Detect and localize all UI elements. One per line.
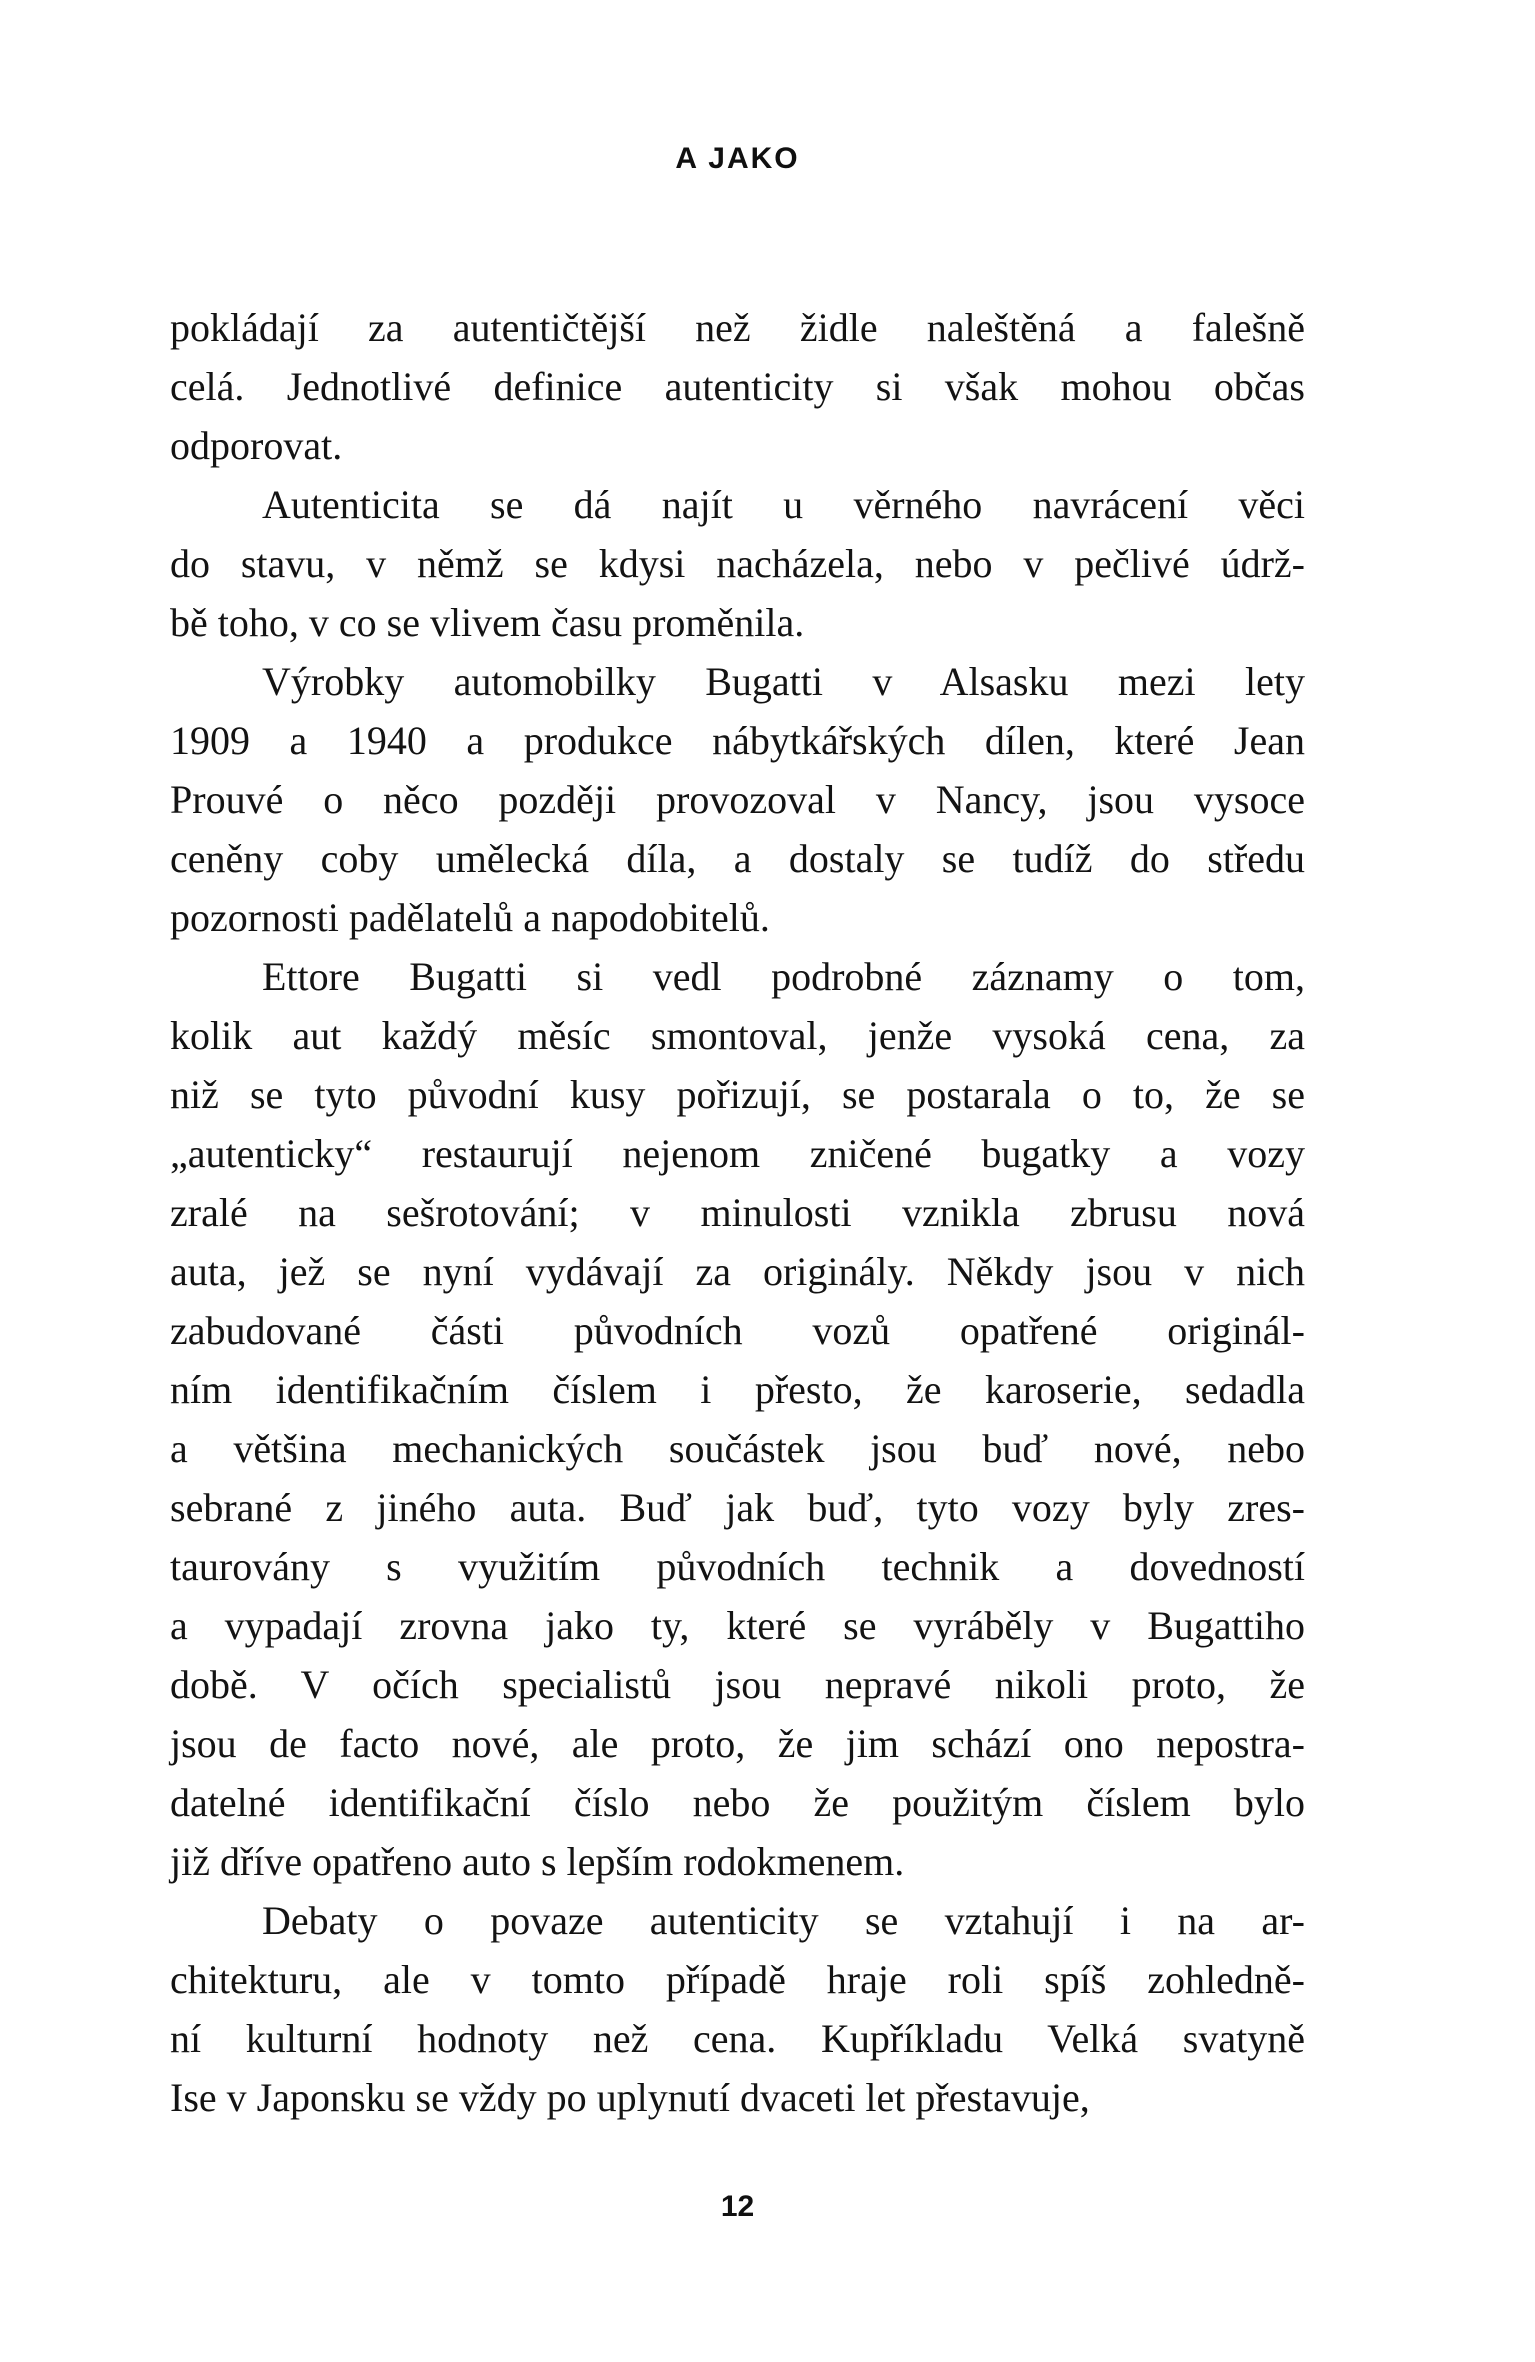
text-line: a vypadají zrovna jako ty, které se vyráběly v Bugattiho [170, 1603, 1305, 1648]
text-line: chitekturu, ale v tomto případě hraje roli spíš zohledně- [170, 1957, 1305, 2002]
text-line: pokládají za autentičtější než židle naleštěná a falešně [170, 305, 1305, 350]
paragraph [170, 298, 1305, 475]
text-line: niž se tyto původní kusy pořizují, se postarala o to, že se [170, 1072, 1305, 1117]
text-line: odporovat. [170, 423, 343, 468]
text-line: již dříve opatřeno auto s lepším rodokmenem. [170, 1839, 905, 1884]
text-line: datelné identifikační číslo nebo že použitým číslem bylo [170, 1780, 1305, 1825]
text-line: Prouvé o něco později provozoval v Nancy, jsou vysoce [170, 777, 1305, 822]
body-text [170, 298, 1305, 2127]
text-line: Debaty o povaze autenticity se vztahují i na ar- [262, 1898, 1305, 1943]
text-line: pozornosti padělatelů a napodobitelů. [170, 895, 770, 940]
text-line: do stavu, v němž se kdysi nacházela, nebo v pečlivé údrž- [170, 541, 1305, 586]
paragraph [170, 475, 1305, 652]
text-line: zralé na sešrotování; v minulosti vznikla zbrusu nová [170, 1190, 1305, 1235]
text-line: jsou de facto nové, ale proto, že jim schází ono nepostra- [170, 1721, 1305, 1766]
text-line: auta, jež se nyní vydávají za originály. Někdy jsou v nich [170, 1249, 1305, 1294]
text-line: taurovány s využitím původních technik a dovedností [170, 1544, 1305, 1589]
text-line: Ise v Japonsku se vždy po uplynutí dvaceti let přestavuje, [170, 2075, 1090, 2120]
text-line: ním identifikačním číslem i přesto, že karoserie, sedadla [170, 1367, 1305, 1412]
text-line: kolik aut každý měsíc smontoval, jenže vysoká cena, za [170, 1013, 1305, 1058]
text-line: a většina mechanických součástek jsou buď nové, nebo [170, 1426, 1305, 1471]
paragraph [170, 1891, 1305, 2127]
page-header: A JAKO [675, 142, 800, 175]
text-line: Výrobky automobilky Bugatti v Alsasku mezi lety [262, 659, 1305, 704]
text-line: sebrané z jiného auta. Buď jak buď, tyto vozy byly zres- [170, 1485, 1305, 1530]
text-line: „autenticky“ restaurují nejenom zničené bugatky a vozy [170, 1131, 1305, 1176]
page-number: 12 [720, 2190, 755, 2223]
paragraph [170, 947, 1305, 1891]
text-line: Ettore Bugatti si vedl podrobné záznamy o tom, [262, 954, 1305, 999]
text-line: Autenticita se dá najít u věrného navrácení věci [262, 482, 1305, 527]
paragraph [170, 652, 1305, 947]
text-line: celá. Jednotlivé definice autenticity si však mohou občas [170, 364, 1305, 409]
text-line: ní kulturní hodnoty než cena. Kupříkladu Velká svatyně [170, 2016, 1305, 2061]
text-line: bě toho, v co se vlivem času proměnila. [170, 600, 805, 645]
text-line: 1909 a 1940 a produkce nábytkářských dílen, které Jean [170, 718, 1305, 763]
text-line: ceněny coby umělecká díla, a dostaly se tudíž do středu [170, 836, 1305, 881]
text-line: době. V očích specialistů jsou nepravé nikoli proto, že [170, 1662, 1305, 1707]
text-line: zabudované části původních vozů opatřené originál- [170, 1308, 1305, 1353]
